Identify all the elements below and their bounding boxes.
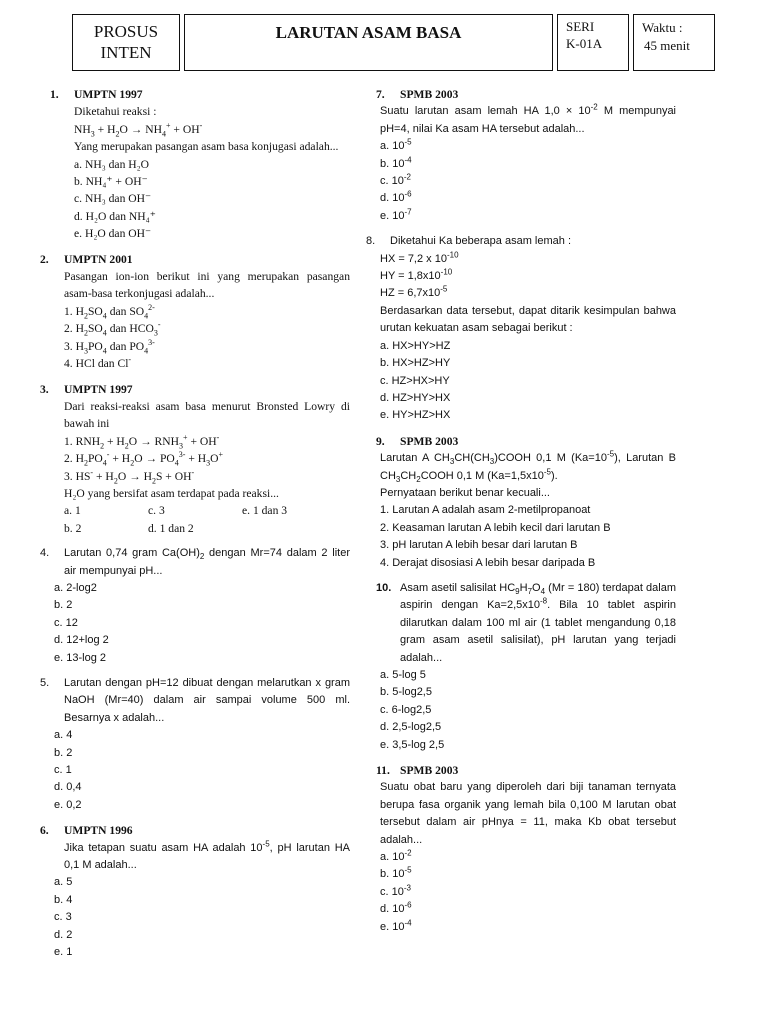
option-d: d. $10^{-6}$ <box>380 900 412 916</box>
reaction-2: 2. $H_2PO_4^- + H_2O \to PO_4^{3-} + H_3O^+$ <box>64 450 224 468</box>
question-number: 5. <box>40 677 50 689</box>
option-b: b. $10^{-5}$ <box>380 865 412 881</box>
page-title: LARUTAN ASAM BASA <box>275 23 462 42</box>
question-text: Jika tetapan suatu asam HA adalah $10^{-5}$, pH larutan HA 0,1 M adalah... <box>64 839 350 872</box>
option-d: d. H₂O dan NH₄⁺ <box>74 209 156 223</box>
option-c: c. $10^{-3}$ <box>380 883 411 898</box>
question-text: Dari reaksi-reaksi asam basa menurut Bronsted Lowry di bawah ini <box>64 399 350 431</box>
option-b: b. 2 <box>64 521 82 535</box>
option-4: 4. HCl dan Cl- <box>64 355 132 371</box>
option-a: a. $10^{-2}$ <box>380 848 412 864</box>
option-d: d. 2 <box>54 928 73 941</box>
option-a: a. 5-log 5 <box>380 669 426 681</box>
option-row-1 <box>64 502 350 519</box>
question-number: 9. <box>376 434 385 448</box>
question-text: Pasangan ion-ion berikut ini yang merupakan pasangan asam-basa terkonjugasi adalah... <box>64 270 350 301</box>
option-e: e. HY>HZ>HX <box>380 409 451 422</box>
question-number: 11. <box>376 764 390 778</box>
series-code: K-01A <box>566 36 603 51</box>
question-number: 1. <box>50 88 59 101</box>
question-number: 2. <box>40 252 49 266</box>
question-text: Larutan A $CH_3CH(CH_3)COOH$ 0,1 M $(Ka=10^{-5})$, Larutan B $CH_3CH_2COOH$ 0,1 M $(Ka=1,5x10^{-5})$. <box>380 449 676 484</box>
question-intro: Diketahui reaksi : <box>74 105 157 119</box>
question-source: SPMB 2003 <box>400 764 459 778</box>
question-text: Diketahui Ka beberapa asam lemah : <box>390 235 571 248</box>
question-number: 8. <box>366 235 376 248</box>
option-c: c. 6-log2,5 <box>380 703 432 716</box>
ka-hz: HZ = $6,7x10^{-5}$ <box>380 284 448 300</box>
question-4 <box>40 545 350 667</box>
question-prompt: H₂O yang bersifat asam terdapat pada reaksi... <box>64 486 279 500</box>
option-c: c. 12 <box>54 616 78 629</box>
option-1: 1. Larutan A adalah asam 2-metilpropanoat <box>380 504 591 517</box>
option-e: e. 0,2 <box>54 798 82 811</box>
series-box <box>557 14 629 71</box>
option-d: d. $10^{-6}$ <box>380 189 412 205</box>
question-source: SPMB 2003 <box>400 88 459 101</box>
option-2: 2. $H_2SO_4$ dan $HCO_3^-$ <box>64 320 161 338</box>
option-d: d. 12+log 2 <box>54 634 109 647</box>
option-d: d. 1 dan 2 <box>148 521 194 535</box>
question-text: Yang merupakan pasangan asam basa konjugasi adalah... <box>74 140 339 154</box>
option-b: b. NH₄⁺ + OH⁻ <box>74 175 148 189</box>
institution-line-2: INTEN <box>100 43 152 62</box>
question-3 <box>40 381 350 538</box>
option-b: b. HX>HZ>HY <box>380 357 451 370</box>
option-row-2 <box>64 520 350 537</box>
question-number: 3. <box>40 382 49 396</box>
ka-hy: HY = $1,8x10^{-10}$ <box>380 267 453 283</box>
question-7 <box>366 86 676 225</box>
time-box <box>633 14 715 71</box>
option-a: a. 2-log2 <box>54 581 97 594</box>
option-1: 1. $H_2SO_4$ dan $SO_4^{2-}$ <box>64 303 155 321</box>
question-1 <box>40 86 350 243</box>
option-b: b. 2 <box>54 746 73 759</box>
option-e: e. 3,5-log 2,5 <box>380 738 445 751</box>
question-10 <box>366 580 676 754</box>
ka-hx: HX = 7,2 x $10^{-10}$ <box>380 250 459 265</box>
option-d: d. HZ>HY>HX <box>380 391 451 404</box>
option-e: e. $10^{-7}$ <box>380 207 412 222</box>
option-a: a. 1 <box>64 504 81 518</box>
question-text: Suatu obat baru yang diperoleh dari biji tanaman ternyata berupa fasa organik yang lemah bila 0,100 M larutan obat tersebut dalam air pHnya = 11, maka Kb obat tersebut adalah... <box>380 781 676 846</box>
question-text: Larutan dengan pH=12 dibuat dengan melarutkan x gram NaOH (Mr=40) dalam air sampai volume 500 ml. Besarnya x adalah... <box>64 677 350 724</box>
left-column <box>40 86 350 970</box>
question-number: 7. <box>376 88 385 101</box>
reaction-1: 1. $RNH_2 + H_2O \to RNH_3^+ + OH^-$ <box>64 432 220 451</box>
question-source: UMPTN 1997 <box>74 88 143 101</box>
option-b: b. $10^{-4}$ <box>380 154 412 170</box>
option-3: 3. pH larutan A lebih besar dari larutan B <box>380 539 578 552</box>
question-text: Larutan 0,74 gram $Ca(OH)_2$ dengan Mr=74 dalam 2 liter air mempunyai pH... <box>64 547 350 577</box>
option-4: 4. Derajat disosiasi A lebih besar daripada B <box>380 556 596 569</box>
question-source: UMPTN 2001 <box>64 252 133 266</box>
question-source: UMPTN 1997 <box>64 382 133 396</box>
question-source: UMPTN 1996 <box>64 824 133 838</box>
institution-box <box>72 14 180 71</box>
question-5 <box>40 675 350 814</box>
question-8 <box>366 233 676 424</box>
question-conclusion: Berdasarkan data tersebut, dapat ditarik kesimpulan bahwa urutan kekuatan asam sebagai berikut : <box>380 304 676 335</box>
option-c: c. HZ>HX>HY <box>380 374 450 387</box>
option-a: a. NH₃ dan H₂O <box>74 157 150 171</box>
option-b: b. 2 <box>54 599 73 612</box>
reaction-3: 3. $HS^- + H_2O \to H_2S + OH^-$ <box>64 467 195 485</box>
question-statement: Pernyataan berikut benar kecuali... <box>380 486 550 499</box>
series-label: SERI <box>566 19 595 34</box>
option-c: c. 1 <box>54 764 72 777</box>
option-e: e. 13-log 2 <box>54 651 106 664</box>
option-b: b. 4 <box>54 893 73 906</box>
option-2: 2. Keasaman larutan A lebih kecil dari larutan B <box>380 521 611 534</box>
reaction-equation: $NH_3 + H_2O \to NH_4^+ + OH^-$ <box>74 120 203 139</box>
option-c: c. NH₃ dan OH⁻ <box>74 192 152 206</box>
right-column <box>366 86 676 944</box>
question-number: 4. <box>40 547 50 560</box>
option-3: 3. $H_3PO_4$ dan $PO_4^{3-}$ <box>64 337 155 355</box>
question-number: 6. <box>40 824 49 838</box>
option-a: a. HX>HY>HZ <box>380 339 451 352</box>
option-e: e. $10^{-4}$ <box>380 918 412 933</box>
time-value: 45 menit <box>644 38 690 53</box>
question-11 <box>366 762 676 936</box>
option-d: d. 2,5-log2,5 <box>380 721 442 734</box>
question-2 <box>40 251 350 373</box>
option-c: c. 3 <box>54 911 72 924</box>
question-9 <box>366 433 676 572</box>
option-c: c. $10^{-2}$ <box>380 172 411 188</box>
option-a: a. $10^{-5}$ <box>380 137 412 153</box>
option-e: e. 1 dan 3 <box>242 504 288 518</box>
title-box <box>184 14 553 71</box>
question-number: 10. <box>376 581 392 594</box>
option-c: c. 3 <box>148 504 165 518</box>
option-a: a. 4 <box>54 729 73 742</box>
option-e: e. H₂O dan OH⁻ <box>74 227 152 241</box>
question-text: Suatu larutan asam lemah HA $1,0 \times 10^{-2}$ M mempunyai pH=4, nilai Ka asam HA tersebut adalah... <box>380 102 676 135</box>
option-a: a. 5 <box>54 876 73 889</box>
question-text: Asam asetil salisilat $HC_9H_7O_4$ (Mr = 180) terdapat dalam aspirin dengan $Ka=2,5x10^{-8}$. Bila 10 tablet aspirin dilarutkan dalam 100 ml air (1 tablet mengandung 0,18 gram asam asetil salisilat), pH larutan yang terjadi adalah... <box>400 581 676 664</box>
question-6 <box>40 822 350 961</box>
time-label: Waktu : <box>642 20 683 35</box>
option-e: e. 1 <box>54 946 73 959</box>
institution-line-1: PROSUS <box>93 22 159 41</box>
option-b: b. 5-log2,5 <box>380 686 432 699</box>
option-d: d. 0,4 <box>54 781 82 794</box>
question-source: SPMB 2003 <box>400 434 459 448</box>
